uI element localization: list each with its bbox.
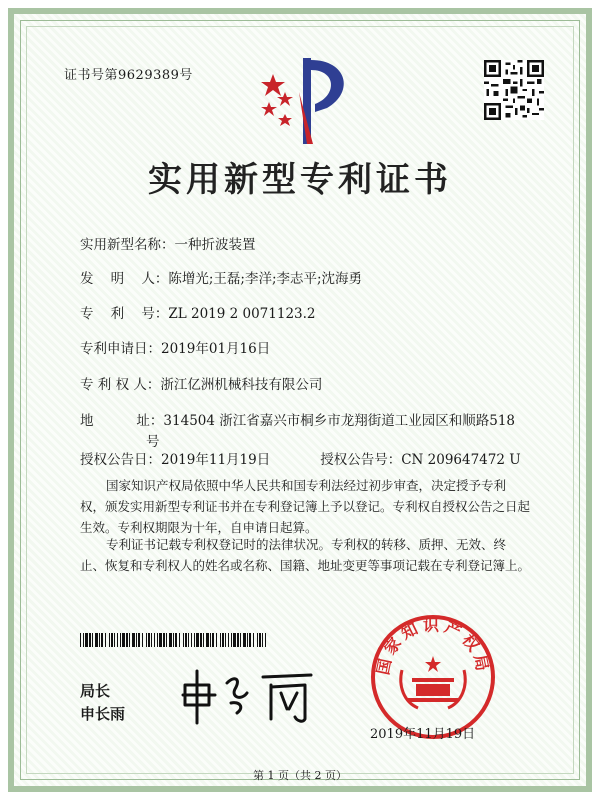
seal-text: 国家知识产权局 [373, 615, 493, 677]
field-label: 授权公告号： [320, 452, 402, 468]
field-utility-model-name [80, 236, 256, 254]
grant-date-value: 2019年11月19日 [161, 452, 271, 468]
barcode-icon [80, 633, 270, 647]
seal-date: 2019年11月19日 [370, 727, 476, 742]
field-value: 2019年01月16日 [161, 341, 271, 357]
field-label: 授权公告日： [80, 452, 161, 468]
field-value: 浙江亿洲机械科技有限公司 [160, 377, 323, 393]
field-patentee [80, 376, 322, 394]
grant-number-value: CN 209647472 U [401, 452, 521, 468]
director-name: 申长雨 [80, 705, 126, 723]
field-application-date [80, 340, 270, 358]
field-label: 发 明 人： [80, 271, 169, 287]
field-address [80, 412, 515, 430]
signature-icon [175, 655, 325, 730]
page-number: 第 1 页（共 2 页） [253, 769, 347, 782]
qr-code-icon [484, 60, 544, 120]
field-value: 一种折波装置 [174, 237, 256, 253]
field-label: 专 利 权 人： [80, 377, 161, 393]
legal-paragraph-2: 专利证书记载专利权登记时的法律状况。专利权的转移、质押、无效、终止、恢复和专利权人的姓名或名称、国籍、地址变更等事项记载在专利登记簿上。 [80, 537, 531, 573]
field-address-continued: 号 [146, 434, 160, 450]
bureau-head-label: 局长 [80, 682, 111, 700]
certificate-title: 实用新型专利证书 [148, 160, 452, 200]
cnipa-logo-icon [255, 52, 365, 147]
field-label: 专 利 号： [80, 306, 169, 322]
field-value: 314504 浙江省嘉兴市桐乡市龙翔街道工业园区和顺路518 [163, 413, 516, 429]
field-label: 地 址： [80, 413, 164, 429]
certificate-number: 证书号第9629389号 [64, 68, 193, 83]
field-label: 专利申请日： [80, 341, 161, 357]
legal-paragraph-1: 国家知识产权局依照中华人民共和国专利法经过初步审查，决定授予专利权，颁发实用新型专利证书并在专利登记簿上予以登记。专利权自授权公告之日起生效。专利权期限为十年，自申请日起算。 [80, 478, 531, 535]
field-value: ZL 2019 2 0071123.2 [168, 306, 316, 322]
field-patent-number [80, 305, 316, 323]
field-grant-info [80, 451, 540, 469]
field-value: 陈增光;王磊;李洋;李志平;沈海勇 [168, 271, 363, 287]
field-label: 实用新型名称： [80, 237, 175, 253]
field-inventors [80, 270, 362, 288]
